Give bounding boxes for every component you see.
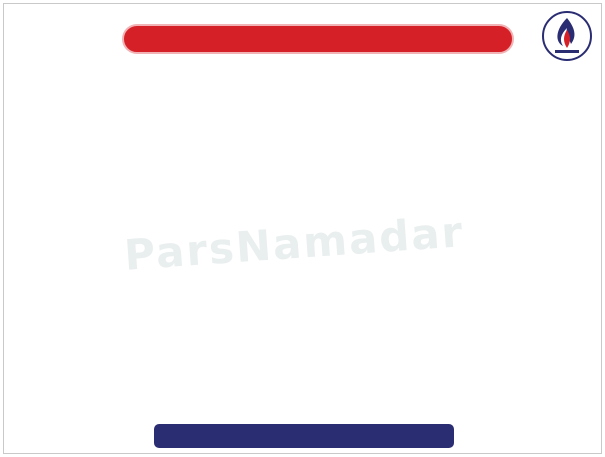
subject-line — [12, 66, 593, 82]
footer-banner — [154, 424, 454, 448]
nigc-logo-icon — [541, 10, 593, 62]
tender-notice — [3, 3, 602, 454]
watermark: ParsNamadar — [122, 207, 466, 280]
round-tag — [14, 28, 112, 50]
title-banner — [122, 24, 514, 54]
